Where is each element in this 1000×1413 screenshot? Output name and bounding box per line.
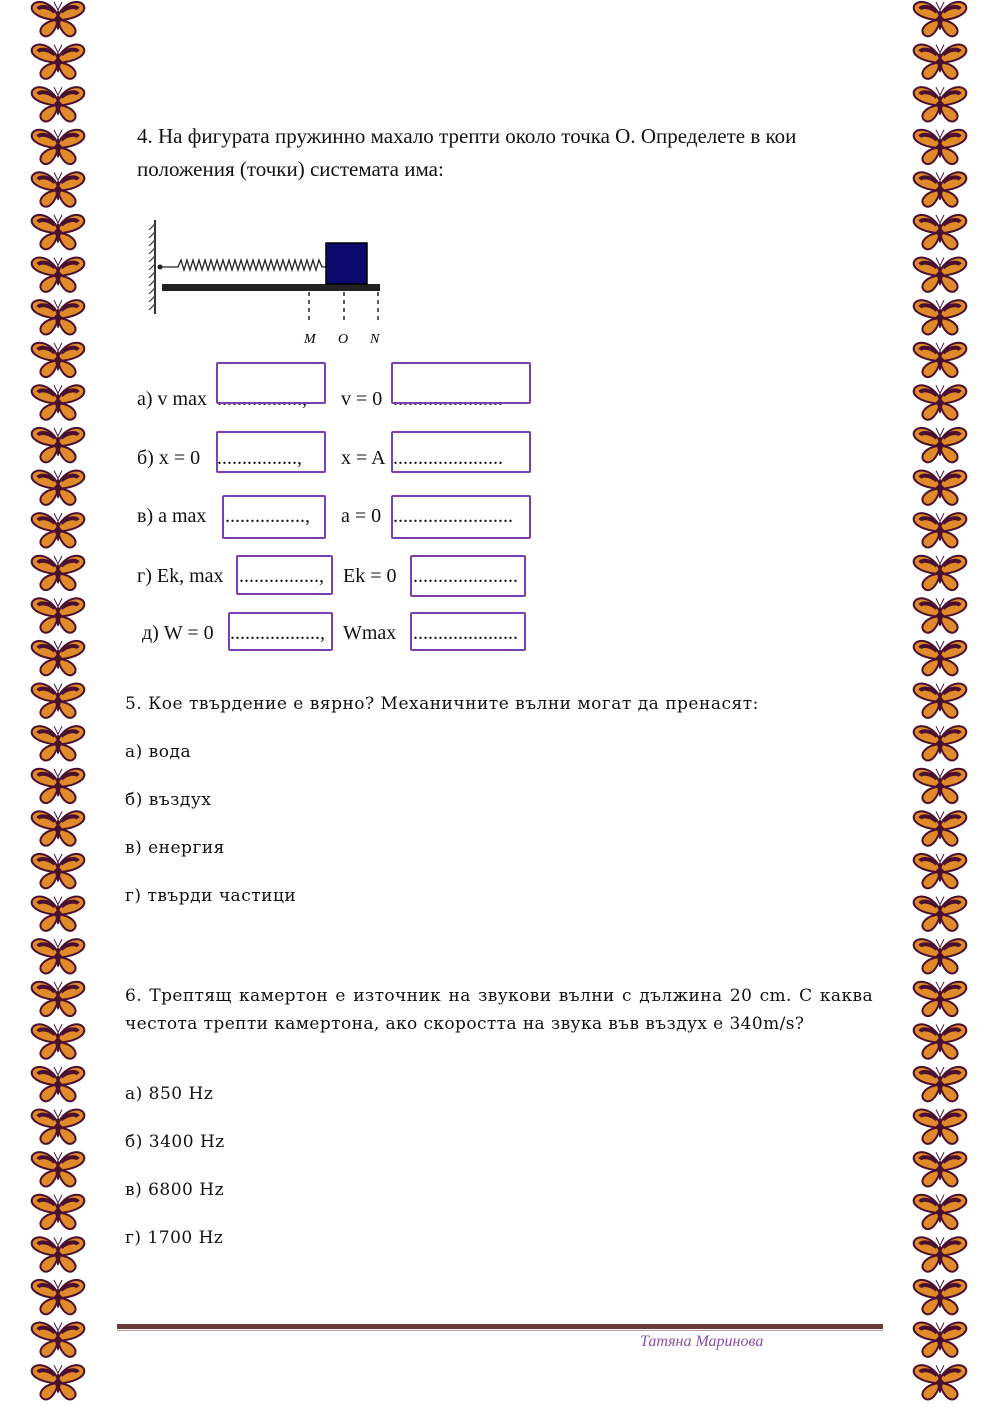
butterfly-icon xyxy=(32,258,85,292)
butterfly-icon xyxy=(914,1280,967,1314)
butterfly-icon xyxy=(32,1152,85,1186)
butterfly-icon xyxy=(914,854,967,888)
butterfly-icon xyxy=(32,513,85,547)
butterfly-icon xyxy=(32,982,85,1016)
butterfly-icon xyxy=(914,300,967,334)
butterfly-icon xyxy=(32,684,85,718)
butterfly-icon xyxy=(32,939,85,973)
butterfly-icon xyxy=(914,598,967,632)
butterfly-icon xyxy=(32,385,85,419)
butterfly-icon xyxy=(32,2,85,36)
butterfly-icon xyxy=(914,939,967,973)
butterfly-icon xyxy=(32,428,85,462)
butterfly-icon xyxy=(914,215,967,249)
butterfly-icon xyxy=(32,1024,85,1058)
butterfly-icon xyxy=(914,172,967,206)
butterfly-icon xyxy=(32,556,85,590)
butterfly-icon xyxy=(32,343,85,377)
butterfly-border-left xyxy=(28,0,88,1413)
butterfly-icon xyxy=(914,385,967,419)
butterfly-icon xyxy=(32,45,85,79)
butterfly-icon xyxy=(32,811,85,845)
butterfly-icon xyxy=(914,1365,967,1399)
butterfly-icon xyxy=(32,87,85,121)
q5-option-d: г) твърди частици xyxy=(125,886,297,906)
butterfly-icon xyxy=(32,1067,85,1101)
butterfly-icon xyxy=(32,130,85,164)
answer-box-a-zero[interactable] xyxy=(391,495,531,539)
label-o: O xyxy=(338,332,349,347)
butterfly-icon xyxy=(32,1110,85,1144)
butterfly-icon xyxy=(914,1152,967,1186)
answer-box-a-max[interactable] xyxy=(222,495,326,539)
q5-option-b: б) въздух xyxy=(125,790,212,810)
butterfly-icon xyxy=(32,215,85,249)
q6-option-b: б) 3400 Hz xyxy=(125,1132,225,1152)
butterfly-icon xyxy=(32,1365,85,1399)
label-n: N xyxy=(370,332,380,347)
butterfly-icon xyxy=(32,1280,85,1314)
answer-box-ek-zero[interactable] xyxy=(410,555,526,597)
q5-option-a: а) вода xyxy=(125,742,192,762)
butterfly-icon xyxy=(32,471,85,505)
butterfly-icon xyxy=(914,258,967,292)
answer-box-v-zero[interactable] xyxy=(391,362,531,404)
butterfly-icon xyxy=(914,982,967,1016)
butterfly-icon xyxy=(32,1237,85,1271)
label-m: M xyxy=(304,332,316,347)
q6-option-a: а) 850 Hz xyxy=(125,1084,214,1104)
butterfly-icon xyxy=(914,1237,967,1271)
butterfly-icon xyxy=(914,428,967,462)
butterfly-icon xyxy=(914,343,967,377)
butterfly-icon xyxy=(914,1323,967,1357)
butterfly-icon xyxy=(914,1110,967,1144)
butterfly-icon xyxy=(32,598,85,632)
answer-box-w-max[interactable] xyxy=(410,612,526,651)
question-5-title: 5. Кое твърдение е вярно? Механичните вълни могат да пренасят: xyxy=(125,694,759,714)
spring-pendulum-diagram xyxy=(140,212,400,352)
butterfly-icon xyxy=(914,1067,967,1101)
butterfly-icon xyxy=(32,1323,85,1357)
butterfly-icon xyxy=(32,726,85,760)
q6-option-c: в) 6800 Hz xyxy=(125,1180,225,1200)
butterfly-icon xyxy=(914,811,967,845)
answer-box-w-zero[interactable] xyxy=(228,612,333,651)
butterfly-icon xyxy=(914,641,967,675)
answer-box-x-a[interactable] xyxy=(391,431,531,473)
butterfly-icon xyxy=(914,2,967,36)
butterfly-icon xyxy=(32,769,85,803)
footer-divider xyxy=(117,1324,883,1329)
butterfly-icon xyxy=(914,769,967,803)
butterfly-icon xyxy=(914,130,967,164)
butterfly-icon xyxy=(914,684,967,718)
footer-divider-thin xyxy=(117,1330,883,1331)
question-6-title: 6. Трептящ камертон е източник на звукови вълни с дължина 20 cm. С каква честота трепти камертона, ако скоростта на звука във въздух е 340m/s? xyxy=(125,986,873,1034)
author-signature: Татяна Маринова xyxy=(640,1333,764,1350)
q6-option-d: г) 1700 Hz xyxy=(125,1228,224,1248)
butterfly-icon xyxy=(32,641,85,675)
butterfly-icon xyxy=(32,854,85,888)
butterfly-icon xyxy=(32,897,85,931)
butterfly-icon xyxy=(32,172,85,206)
butterfly-icon xyxy=(914,1024,967,1058)
butterfly-icon xyxy=(32,300,85,334)
butterfly-icon xyxy=(32,1195,85,1229)
butterfly-icon xyxy=(914,1195,967,1229)
butterfly-icon xyxy=(914,87,967,121)
question-4-title: 4. На фигурата пружинно махало трепти около точка О. Определете в кои положения (точки) системата има: xyxy=(137,124,797,181)
butterfly-border-right xyxy=(910,0,970,1413)
butterfly-icon xyxy=(914,45,967,79)
butterfly-icon xyxy=(914,471,967,505)
butterfly-icon xyxy=(914,726,967,760)
butterfly-icon xyxy=(914,556,967,590)
answer-box-ek-max[interactable] xyxy=(236,555,333,595)
answer-box-v-max[interactable] xyxy=(216,362,326,404)
answer-box-x-zero[interactable] xyxy=(216,431,326,473)
q5-option-c: в) енергия xyxy=(125,838,225,858)
butterfly-icon xyxy=(914,897,967,931)
butterfly-icon xyxy=(914,513,967,547)
